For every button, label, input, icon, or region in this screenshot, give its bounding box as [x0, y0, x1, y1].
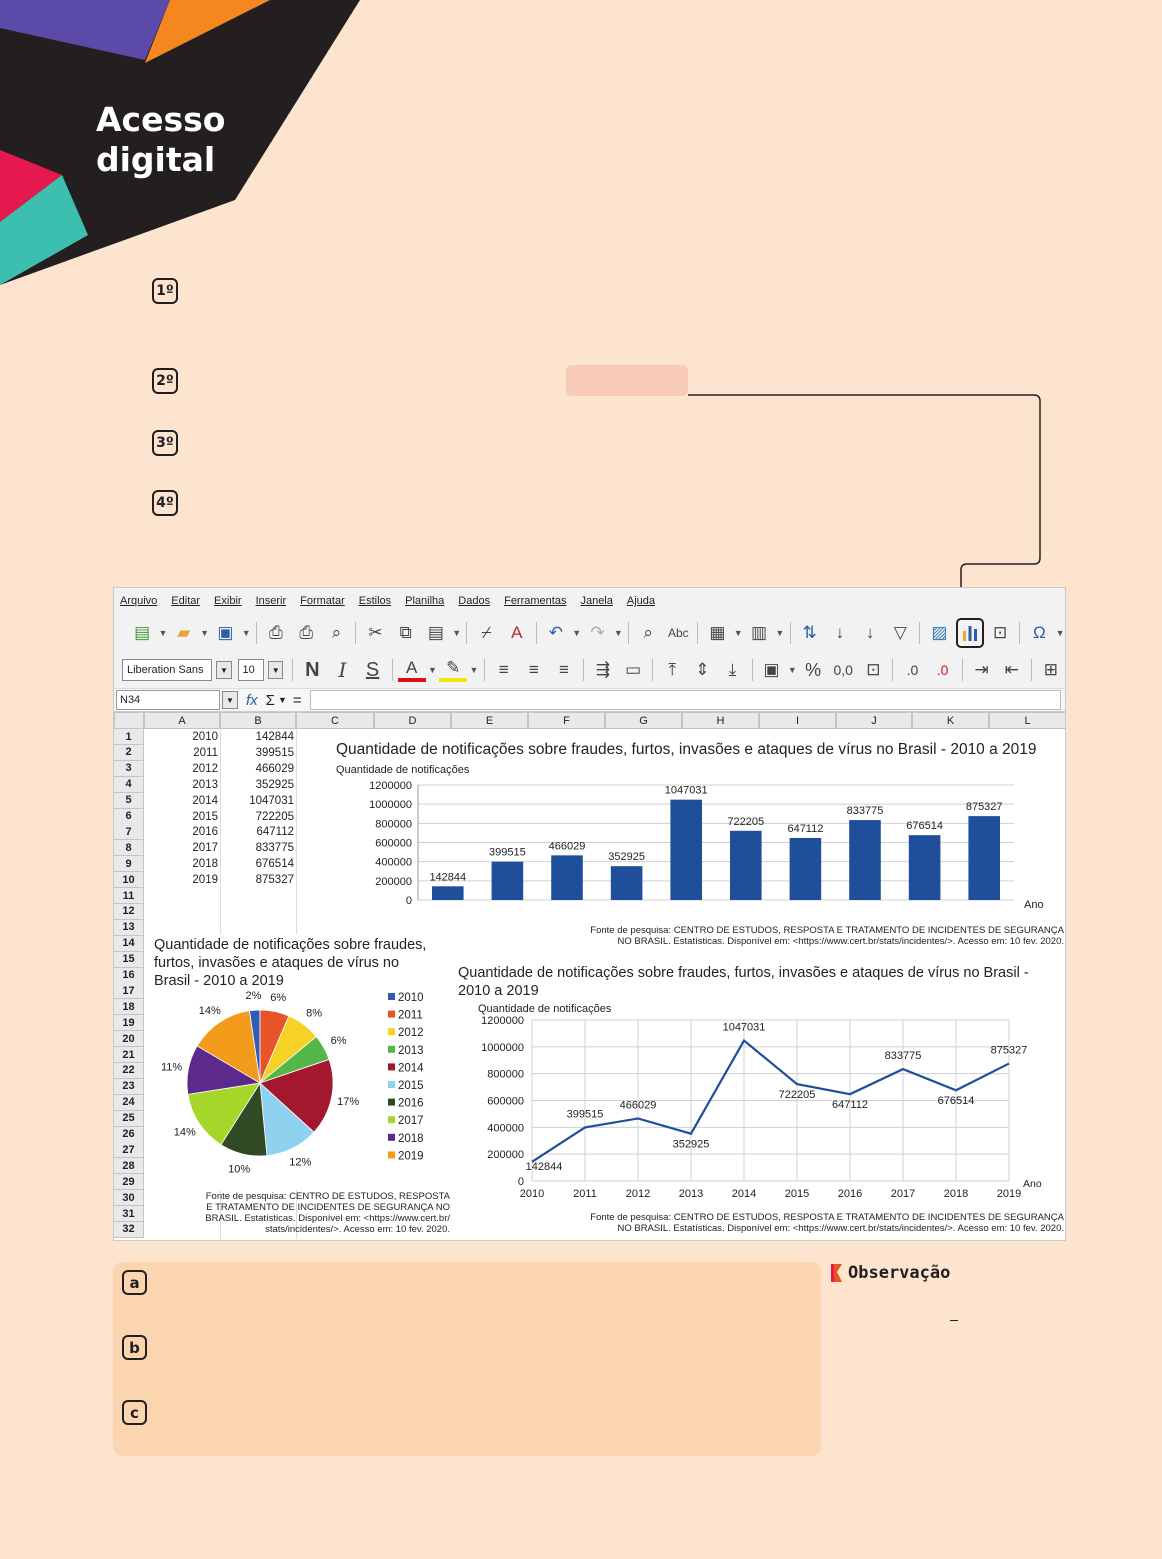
observation-heading: [830, 1262, 950, 1284]
cell-year[interactable]: 2016: [192, 826, 218, 839]
bar-chart-data-label: 875327: [965, 801, 1003, 814]
pie-source-line2: E TRATAMENTO DE INCIDENTES DE SEGURANÇA NO: [206, 1202, 450, 1213]
column-header-f[interactable]: F: [528, 712, 605, 729]
undo-icon[interactable]: ↶: [548, 623, 564, 642]
font-color-dropdown-icon[interactable]: ▼: [427, 665, 437, 675]
column-icon[interactable]: ▥: [751, 623, 768, 642]
cut-icon[interactable]: ✂: [368, 623, 383, 642]
line-chart-data-label: 833775: [884, 1050, 922, 1063]
new-document-icon[interactable]: ▤: [134, 623, 151, 642]
pie-legend-swatch: [388, 1151, 395, 1158]
pie-legend-swatch: [388, 1046, 395, 1053]
formula-equals-icon[interactable]: =: [292, 691, 302, 709]
pie-legend-swatch: [388, 1099, 395, 1106]
menu-dados[interactable]: Dados: [458, 595, 491, 607]
add-decimal-icon[interactable]: .0: [906, 662, 919, 678]
pie-percent-label: 8%: [306, 1007, 323, 1020]
cell-year[interactable]: 2011: [193, 746, 218, 759]
step-4-badge: 4º: [152, 490, 178, 516]
row-header[interactable]: 24: [114, 1095, 144, 1111]
cell-value[interactable]: 833775: [255, 842, 294, 855]
decrease-indent-icon[interactable]: ⇤: [1004, 660, 1019, 679]
bar-chart-bar: [790, 838, 822, 900]
bar-chart-data-label: 676514: [906, 820, 943, 833]
column-header-l[interactable]: L: [989, 712, 1066, 729]
line-chart-data-label: 352925: [672, 1138, 710, 1151]
line-chart-data-label: 647112: [832, 1099, 868, 1112]
bar-chart-ytick: 400000: [375, 856, 412, 869]
bar-chart-data-label: 722205: [727, 815, 765, 828]
row-header[interactable]: 16: [114, 968, 144, 984]
row-header[interactable]: 5: [114, 793, 144, 809]
pie-title-line3: Brasil - 2010 a 2019: [154, 973, 284, 989]
pie-chart-panel[interactable]: [150, 934, 450, 1190]
bar-chart-data-label: 1047031: [664, 784, 708, 797]
bar-chart-ytick: 200000: [375, 875, 412, 888]
save-dropdown-icon[interactable]: ▼: [241, 628, 251, 638]
row-header[interactable]: 32: [114, 1222, 144, 1238]
font-name-dropdown-icon[interactable]: ▼: [216, 661, 231, 679]
row-header[interactable]: 11: [114, 888, 144, 904]
row-header[interactable]: 31: [114, 1206, 144, 1222]
pie-legend-swatch: [388, 1134, 395, 1141]
underline-button[interactable]: S: [365, 658, 380, 681]
spreadsheet-window: [113, 587, 1066, 1241]
row-header[interactable]: 6: [114, 809, 144, 825]
sort-icon[interactable]: ⇅: [802, 623, 817, 642]
pie-legend-label: 2017: [398, 1115, 424, 1128]
align-bottom-icon[interactable]: ⤓: [728, 660, 737, 679]
pie-legend-label: 2019: [398, 1150, 424, 1163]
font-name-box[interactable]: Liberation Sans: [122, 659, 212, 681]
bar-chart-data-label: 142844: [429, 871, 467, 884]
row-header[interactable]: 19: [114, 1015, 144, 1031]
bar-chart-bar: [849, 820, 881, 900]
menu-formatar[interactable]: Formatar: [300, 595, 345, 607]
new-dropdown-icon[interactable]: ▼: [158, 628, 168, 638]
cell-value[interactable]: 875327: [255, 874, 294, 887]
bar-chart-panel[interactable]: [326, 730, 1066, 920]
row-header[interactable]: 29: [114, 1174, 144, 1190]
special-character-icon[interactable]: Ω: [1032, 623, 1046, 642]
line-chart-data-label: 722205: [778, 1089, 816, 1102]
line-chart: [454, 962, 1064, 1202]
row-header[interactable]: 21: [114, 1047, 144, 1063]
row-header[interactable]: 17: [114, 983, 144, 999]
column-header-d[interactable]: D: [374, 712, 451, 729]
line-chart-xtick: 2010: [519, 1188, 545, 1200]
line-chart-data-label: 875327: [990, 1044, 1028, 1057]
step-3-badge: 3º: [152, 430, 178, 456]
cell-value[interactable]: 142844: [255, 731, 294, 743]
line-chart-data-label: 142844: [525, 1160, 563, 1173]
row-header[interactable]: 26: [114, 1127, 144, 1143]
pie-legend-label: 2014: [398, 1062, 424, 1075]
bar-chart-xlabel: Ano: [1024, 899, 1044, 911]
cell-value[interactable]: 1047031: [249, 794, 294, 807]
find-replace-icon[interactable]: ⌕: [643, 623, 653, 642]
redo-dropdown-icon[interactable]: ▼: [613, 628, 623, 638]
cell-value[interactable]: 676514: [255, 858, 294, 871]
cell-year[interactable]: 2012: [192, 762, 218, 775]
pie-legend-swatch: [388, 1028, 395, 1035]
column-dropdown-icon[interactable]: ▼: [775, 628, 785, 638]
line-chart-ylabel: Quantidade de notificações: [478, 1003, 612, 1015]
italic-button[interactable]: I: [338, 658, 347, 682]
line-chart-ytick: 400000: [487, 1122, 524, 1135]
line-chart-xtick: 2013: [678, 1188, 704, 1200]
menu-planilha[interactable]: Planilha: [405, 595, 445, 607]
row-header[interactable]: 8: [114, 840, 144, 856]
special-character-dropdown-icon[interactable]: ▼: [1055, 628, 1065, 638]
row-header[interactable]: 13: [114, 920, 144, 936]
row-header[interactable]: 3: [114, 761, 144, 777]
line-chart-xtick: 2017: [890, 1188, 916, 1200]
pie-legend-label: 2015: [398, 1080, 424, 1092]
step-1-badge: 1º: [152, 278, 178, 304]
sum-dropdown-icon[interactable]: ▼: [277, 695, 287, 705]
cell-year[interactable]: 2018: [192, 858, 218, 871]
sort-descending-icon[interactable]: ↓: [865, 623, 875, 642]
pie-title-line2: furtos, invasões e ataques de vírus no: [154, 955, 400, 971]
row-header[interactable]: 18: [114, 999, 144, 1015]
highlight-color-icon[interactable]: ✎: [439, 658, 467, 682]
pie-source-line3: BRASIL. Estatísticas. Disponível em: <https://www.cert.br/: [205, 1213, 450, 1224]
menu-estilos[interactable]: Estilos: [358, 595, 392, 607]
row-header[interactable]: 4: [114, 777, 144, 793]
step-2-badge: 2º: [152, 368, 178, 394]
row-header[interactable]: 9: [114, 856, 144, 872]
clone-format-icon[interactable]: ⌿: [481, 623, 492, 642]
pie-legend-label: 2012: [398, 1027, 424, 1040]
column-header-h[interactable]: H: [682, 712, 759, 729]
menu-ferramentas[interactable]: Ferramentas: [504, 595, 567, 607]
bar-chart-ytick: 0: [405, 895, 412, 907]
row-dropdown-icon[interactable]: ▼: [733, 628, 743, 638]
pie-percent-label: 14%: [198, 1004, 221, 1017]
print-preview-icon[interactable]: ⌕: [331, 623, 342, 642]
line-chart-xtick: 2016: [837, 1188, 863, 1200]
observation-dash: [950, 1320, 958, 1321]
font-color-icon[interactable]: A: [398, 658, 426, 682]
row-header[interactable]: 10: [114, 872, 144, 888]
bar-chart-title: Quantidade de notificações sobre fraudes, furtos, invasões e ataques de vírus no Brasil - 2010 a 2019: [336, 741, 1037, 758]
pie-chart-source: [150, 1191, 450, 1235]
increase-indent-icon[interactable]: ⇥: [974, 660, 989, 679]
pie-legend-label: 2013: [398, 1044, 424, 1057]
column-header-a[interactable]: A: [144, 712, 220, 729]
pie-percent-label: 10%: [228, 1163, 251, 1176]
row-header[interactable]: 22: [114, 1063, 144, 1079]
spelling-icon[interactable]: Abc: [667, 626, 689, 640]
menu-arquivo[interactable]: Arquivo: [120, 595, 158, 607]
pie-legend-label: 2010: [398, 992, 424, 1004]
answers-box: [113, 1262, 821, 1456]
cell-year[interactable]: 2014: [192, 794, 218, 807]
pie-title-line1: Quantidade de notificações sobre fraudes,: [154, 937, 427, 953]
pie-legend-swatch: [388, 993, 395, 1000]
menu-editar[interactable]: Editar: [171, 595, 201, 607]
line-title-line1: Quantidade de notificações sobre fraudes, furtos, invasões e ataques de vírus no Brasil -: [458, 965, 1029, 981]
row-header[interactable]: 30: [114, 1190, 144, 1206]
bar-chart-ytick: 1200000: [369, 780, 412, 792]
bar-chart-ytick: 800000: [375, 818, 412, 831]
cell-value[interactable]: 466029: [255, 762, 294, 775]
item-b-badge: b: [122, 1335, 147, 1360]
menu-inserir[interactable]: Inserir: [255, 595, 287, 607]
line-chart-data-label: 1047031: [722, 1021, 766, 1034]
menu-ajuda[interactable]: Ajuda: [626, 595, 656, 607]
number-format-button[interactable]: 0,0: [833, 662, 853, 678]
line-chart-source: [454, 1212, 1064, 1234]
line-chart-xtick: 2014: [731, 1188, 757, 1200]
bar-chart-bar: [432, 886, 464, 900]
align-middle-icon[interactable]: ⇕: [695, 660, 710, 679]
cell-value[interactable]: 399515: [255, 746, 294, 759]
pie-legend-label: 2018: [398, 1132, 424, 1145]
pie-legend-swatch: [388, 1011, 395, 1018]
bar-chart-bar: [611, 866, 643, 900]
column-header-b[interactable]: B: [220, 712, 296, 729]
line-chart-ytick: 1000000: [481, 1041, 524, 1054]
align-right-icon[interactable]: ≡: [558, 660, 569, 679]
pie-percent-label: 17%: [337, 1095, 360, 1108]
autofilter-icon[interactable]: ▽: [893, 623, 907, 642]
row-header[interactable]: 28: [114, 1158, 144, 1174]
row-icon[interactable]: ▦: [709, 623, 726, 642]
pie-legend-label: 2016: [398, 1097, 424, 1110]
menu-janela[interactable]: Janela: [580, 595, 613, 607]
pie-percent-label: 6%: [270, 991, 287, 1004]
line-chart-ytick: 1200000: [481, 1015, 524, 1027]
line-chart-xtick: 2015: [784, 1188, 810, 1200]
font-size-box[interactable]: 10: [238, 659, 265, 681]
open-dropdown-icon[interactable]: ▼: [200, 628, 209, 638]
pie-percent-label: 14%: [173, 1126, 196, 1139]
bar-chart-bar: [551, 855, 583, 900]
line-chart-xtick: 2018: [943, 1188, 969, 1200]
cell-value[interactable]: 352925: [255, 778, 294, 791]
print-icon[interactable]: ⎙: [299, 623, 313, 642]
pie-legend-label: 2011: [398, 1009, 423, 1022]
bar-chart-data-label: 833775: [846, 805, 884, 818]
save-icon[interactable]: ▣: [217, 623, 234, 642]
bar-chart-source: [454, 925, 1064, 947]
line-title-line2: 2010 a 2019: [458, 983, 539, 999]
row-header[interactable]: 15: [114, 952, 144, 968]
row-header[interactable]: 23: [114, 1079, 144, 1095]
undo-dropdown-icon[interactable]: ▼: [572, 628, 582, 638]
bar-source-line2: NO BRASIL. Estatísticas. Disponível em: <https://www.cert.br/stats/incidentes/>. Acesso em: 10 fev. 2020.: [617, 936, 1064, 947]
bar-chart-data-label: 647112: [787, 822, 824, 835]
cell-value[interactable]: 722205: [255, 810, 294, 823]
sort-ascending-icon[interactable]: ↓: [835, 623, 845, 642]
line-source-line1: Fonte de pesquisa: CENTRO DE ESTUDOS, RESPOSTA E TRATAMENTO DE INCIDENTES DE SEGURANÇA: [590, 1212, 1064, 1223]
row-header[interactable]: 14: [114, 936, 144, 952]
observation-label: Observação: [848, 1263, 951, 1283]
pie-percent-label: 11%: [160, 1061, 183, 1074]
pie-legend-swatch: [388, 1116, 395, 1123]
bar-chart-data-label: 352925: [608, 851, 645, 864]
cell-year[interactable]: 2015: [192, 810, 218, 823]
function-wizard-icon[interactable]: fx: [246, 691, 258, 709]
line-chart-ytick: 800000: [487, 1068, 524, 1081]
row-header[interactable]: 2: [114, 745, 144, 761]
align-left-icon[interactable]: ≡: [498, 660, 509, 679]
bar-chart-bar: [492, 862, 524, 900]
currency-dropdown-icon[interactable]: ▼: [787, 665, 797, 675]
item-c-badge: c: [122, 1400, 147, 1425]
copy-icon[interactable]: ⧉: [399, 623, 412, 642]
line-chart-data-label: 466029: [619, 1099, 657, 1112]
row-header[interactable]: 7: [114, 824, 144, 840]
bar-chart-ytick: 1000000: [369, 799, 412, 812]
line-chart-ytick: 600000: [487, 1095, 524, 1108]
clear-format-icon[interactable]: A: [511, 623, 523, 642]
paste-dropdown-icon[interactable]: ▼: [452, 628, 462, 638]
bar-chart-data-label: 399515: [489, 846, 526, 859]
currency-format-icon[interactable]: ▣: [763, 660, 780, 679]
pie-chart: [150, 934, 450, 1190]
line-chart-panel[interactable]: [454, 962, 1064, 1202]
select-all-corner[interactable]: [114, 712, 144, 729]
wrap-text-icon[interactable]: ⇶: [595, 660, 611, 679]
menu-exibir[interactable]: Exibir: [214, 595, 242, 607]
cell-year[interactable]: 2019: [192, 874, 218, 887]
name-box-dropdown-icon[interactable]: ▼: [222, 691, 238, 709]
font-size-dropdown-icon[interactable]: ▼: [268, 661, 283, 679]
bar-chart-bar: [730, 831, 762, 900]
column-header-g[interactable]: G: [605, 712, 682, 729]
column-header-c[interactable]: C: [296, 712, 374, 729]
row-header[interactable]: 12: [114, 904, 144, 920]
line-source-line2: NO BRASIL. Estatísticas. Disponível em: <https://www.cert.br/stats/incidentes/>. Acesso em: 10 fev. 2020.: [617, 1223, 1064, 1234]
bar-chart-ytick: 600000: [375, 837, 412, 850]
delete-decimal-icon[interactable]: .0: [936, 662, 949, 678]
row-header[interactable]: 27: [114, 1142, 144, 1158]
row-header[interactable]: 20: [114, 1031, 144, 1047]
cell-value[interactable]: 647112: [256, 826, 294, 839]
sum-icon[interactable]: Σ: [265, 691, 275, 709]
pie-source-line4: stats/incidentes/>. Acesso em: 10 fev. 2020.: [265, 1224, 450, 1235]
borders-icon[interactable]: ⊞: [1043, 660, 1059, 679]
line-chart-xtick: 2012: [625, 1188, 651, 1200]
image-icon[interactable]: ▨: [931, 623, 948, 642]
connector-line: [0, 0, 1162, 660]
row-header[interactable]: 25: [114, 1111, 144, 1127]
column-header-i[interactable]: I: [759, 712, 836, 729]
row-header[interactable]: 1: [114, 729, 144, 745]
line-chart-ytick: 200000: [487, 1149, 524, 1162]
bar-chart: [326, 730, 1066, 920]
highlight-dropdown-icon[interactable]: ▼: [469, 665, 479, 675]
pie-percent-label: 6%: [330, 1035, 347, 1048]
pie-legend-swatch: [388, 1063, 395, 1070]
line-chart-xtick: 2011: [573, 1188, 597, 1200]
bar-chart-bar: [909, 835, 941, 900]
line-chart-xtick: 2019: [996, 1188, 1022, 1200]
column-header-j[interactable]: J: [836, 712, 912, 729]
section-title-line1: Acesso: [96, 100, 226, 139]
cell-year[interactable]: 2017: [192, 842, 218, 855]
bold-button[interactable]: N: [305, 658, 320, 681]
bar-chart-ylabel: Quantidade de notificações: [336, 764, 470, 776]
observation-flag-icon: [830, 1262, 844, 1284]
open-folder-icon[interactable]: ▰: [177, 623, 191, 642]
align-center-icon[interactable]: ≡: [528, 660, 539, 679]
item-a-badge: a: [122, 1270, 147, 1295]
export-pdf-icon[interactable]: ⎙: [269, 623, 283, 642]
column-header-k[interactable]: K: [912, 712, 989, 729]
redo-icon[interactable]: ↷: [590, 623, 605, 642]
name-box[interactable]: N34: [116, 690, 220, 710]
merge-cells-icon[interactable]: ▭: [625, 660, 642, 679]
pie-percent-label: 2%: [245, 990, 262, 1003]
pie-source-line1: Fonte de pesquisa: CENTRO DE ESTUDOS, RESPOSTA: [205, 1191, 450, 1202]
line-chart-data-label: 676514: [937, 1095, 975, 1108]
column-header-e[interactable]: E: [451, 712, 528, 729]
bar-chart-data-label: 466029: [548, 840, 586, 853]
bar-source-line1: Fonte de pesquisa: CENTRO DE ESTUDOS, RESPOSTA E TRATAMENTO DE INCIDENTES DE SEGURANÇA: [590, 925, 1064, 936]
date-format-icon[interactable]: ⊡: [866, 660, 881, 679]
line-chart-xlabel: Ano: [1023, 1178, 1042, 1190]
section-title-line2: digital: [96, 140, 216, 179]
bar-chart-bar: [670, 800, 702, 900]
pie-legend-swatch: [388, 1081, 395, 1088]
bar-chart-bar: [968, 816, 1000, 900]
line-chart-ytick: 0: [517, 1176, 524, 1188]
cell-year[interactable]: 2010: [192, 731, 218, 743]
percent-format-button[interactable]: %: [805, 659, 822, 680]
pivot-table-icon[interactable]: ⊡: [993, 623, 1008, 642]
line-chart-data-label: 399515: [566, 1108, 604, 1121]
cell-year[interactable]: 2013: [192, 778, 218, 791]
pie-percent-label: 12%: [289, 1156, 312, 1169]
align-top-icon[interactable]: ⤒: [668, 660, 676, 679]
paste-icon[interactable]: ▤: [427, 623, 444, 642]
